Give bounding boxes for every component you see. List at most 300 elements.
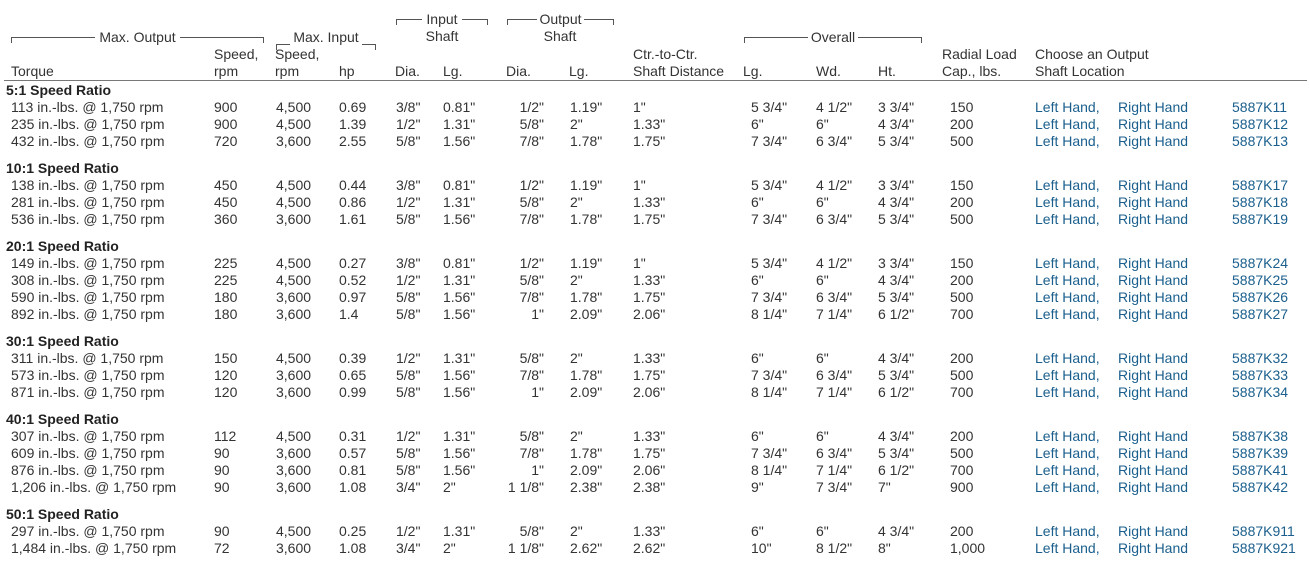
left-hand-link[interactable]: Left Hand,	[1035, 289, 1100, 305]
cell-ctr: 1.33"	[633, 272, 666, 288]
cell-ctr: 1"	[633, 99, 646, 115]
col-header-input-lg: Lg.	[443, 63, 463, 79]
right-hand-link[interactable]: Right Hand	[1118, 306, 1189, 322]
cell-speed-in: 3,600	[276, 462, 312, 478]
cell-out-dia: 1"	[531, 462, 544, 478]
right-hand-link[interactable]: Right Hand	[1118, 177, 1189, 193]
part-number-link[interactable]: 5887K27	[1232, 306, 1289, 322]
cell-ov-lg: 6"	[751, 428, 764, 444]
cell-ov-ht: 4 3/4"	[878, 272, 915, 288]
cell-speed-in: 4,500	[276, 272, 312, 288]
cell-ctr: 1.33"	[633, 428, 666, 444]
cell-speed-out: 72	[214, 540, 230, 556]
table-row	[0, 462, 1309, 479]
cell-radial: 150	[950, 177, 974, 193]
cell-in-lg: 1.56"	[443, 306, 476, 322]
cell-hp: 0.86	[339, 194, 367, 210]
table-row	[0, 384, 1309, 401]
group-header-input-shaft-2: Shaft	[425, 28, 459, 44]
cell-ov-lg: 6"	[751, 194, 764, 210]
part-number-link[interactable]: 5887K39	[1232, 445, 1289, 461]
cell-ov-wd: 6"	[816, 194, 829, 210]
group-title: 20:1 Speed Ratio	[6, 238, 119, 254]
cell-in-dia: 5/8"	[396, 384, 421, 400]
cell-out-lg: 1.78"	[570, 445, 603, 461]
right-hand-link[interactable]: Right Hand	[1118, 540, 1189, 556]
cell-speed-in: 3,600	[276, 289, 312, 305]
cell-ov-lg: 5 3/4"	[751, 99, 788, 115]
cell-speed-in: 3,600	[276, 133, 312, 149]
cell-in-dia: 5/8"	[396, 462, 421, 478]
left-hand-link[interactable]: Left Hand,	[1035, 462, 1100, 478]
cell-speed-out: 720	[214, 133, 238, 149]
cell-in-lg: 2"	[443, 540, 456, 556]
cell-ov-lg: 6"	[751, 116, 764, 132]
cell-out-dia: 1 1/8"	[507, 540, 544, 556]
table-row	[0, 540, 1309, 557]
cell-out-lg: 1.78"	[570, 367, 603, 383]
col-header-speed-out-unit: rpm	[214, 63, 239, 79]
col-header-output-dia: Dia.	[506, 63, 531, 79]
right-hand-link[interactable]: Right Hand	[1118, 289, 1189, 305]
cell-speed-out: 900	[214, 116, 238, 132]
table-row	[0, 133, 1309, 150]
cell-speed-in: 3,600	[276, 540, 312, 556]
part-number-link[interactable]: 5887K33	[1232, 367, 1289, 383]
cell-in-lg: 1.56"	[443, 445, 476, 461]
group-header-output-shaft: Output	[539, 11, 582, 27]
col-header-radial: Radial Load	[942, 46, 1017, 62]
cell-in-lg: 0.81"	[443, 177, 476, 193]
right-hand-link[interactable]: Right Hand	[1118, 99, 1189, 115]
cell-ov-ht: 5 3/4"	[878, 133, 915, 149]
cell-out-dia: 7/8"	[519, 367, 544, 383]
cell-speed-out: 450	[214, 177, 238, 193]
left-hand-link[interactable]: Left Hand,	[1035, 445, 1100, 461]
cell-hp: 0.97	[339, 289, 367, 305]
col-header-overall-lg: Lg.	[743, 63, 763, 79]
cell-speed-out: 150	[214, 350, 238, 366]
right-hand-link[interactable]: Right Hand	[1118, 384, 1189, 400]
cell-hp: 0.39	[339, 350, 367, 366]
left-hand-link[interactable]: Left Hand,	[1035, 133, 1100, 149]
cell-torque: 311 in.-lbs. @ 1,750 rpm	[11, 350, 164, 366]
cell-ov-ht: 3 3/4"	[878, 255, 915, 271]
col-header-speed-out: Speed,	[214, 46, 259, 62]
group-line	[584, 19, 614, 20]
cell-torque: 307 in.-lbs. @ 1,750 rpm	[11, 428, 165, 444]
group-header-input-shaft: Input	[426, 11, 458, 27]
cell-radial: 150	[950, 99, 974, 115]
cell-ov-lg: 6"	[751, 350, 764, 366]
right-hand-link[interactable]: Right Hand	[1118, 133, 1189, 149]
cell-speed-out: 450	[214, 194, 238, 210]
cell-torque: 536 in.-lbs. @ 1,750 rpm	[11, 211, 165, 227]
table-row	[0, 272, 1309, 289]
left-hand-link[interactable]: Left Hand,	[1035, 211, 1100, 227]
part-number-link[interactable]: 5887K17	[1232, 177, 1289, 193]
cell-radial: 700	[950, 462, 974, 478]
group-title: 50:1 Speed Ratio	[6, 506, 119, 522]
cell-in-lg: 1.31"	[443, 428, 476, 444]
part-number-link[interactable]: 5887K24	[1232, 255, 1289, 271]
cell-out-lg: 1.19"	[570, 177, 603, 193]
cell-ov-wd: 6 3/4"	[816, 133, 853, 149]
right-hand-link[interactable]: Right Hand	[1118, 272, 1189, 288]
cell-speed-out: 900	[214, 99, 238, 115]
group-tick	[744, 37, 745, 43]
cell-out-lg: 1.19"	[570, 99, 603, 115]
cell-out-dia: 1/2"	[519, 255, 544, 271]
cell-ov-wd: 6"	[816, 350, 829, 366]
cell-ov-ht: 5 3/4"	[878, 289, 915, 305]
cell-ov-lg: 8 1/4"	[751, 384, 788, 400]
part-number-link[interactable]: 5887K921	[1232, 540, 1296, 556]
cell-ov-ht: 7"	[878, 479, 891, 495]
left-hand-link[interactable]: Left Hand,	[1035, 194, 1100, 210]
cell-ov-ht: 3 3/4"	[878, 99, 915, 115]
left-hand-link[interactable]: Left Hand,	[1035, 428, 1100, 444]
right-hand-link[interactable]: Right Hand	[1118, 255, 1189, 271]
left-hand-link[interactable]: Left Hand,	[1035, 367, 1100, 383]
cell-speed-in: 4,500	[276, 255, 312, 271]
group-tick	[375, 44, 376, 50]
cell-in-dia: 3/8"	[396, 255, 421, 271]
cell-in-dia: 3/4"	[396, 540, 421, 556]
cell-ov-wd: 7 3/4"	[816, 479, 853, 495]
part-number-link[interactable]: 5887K42	[1232, 479, 1289, 495]
cell-ov-lg: 7 3/4"	[751, 133, 788, 149]
cell-radial: 500	[950, 211, 974, 227]
right-hand-link[interactable]: Right Hand	[1118, 445, 1189, 461]
cell-ov-ht: 6 1/2"	[878, 462, 915, 478]
cell-ov-lg: 7 3/4"	[751, 211, 788, 227]
part-number-link[interactable]: 5887K32	[1232, 350, 1289, 366]
cell-ctr: 1.75"	[633, 133, 666, 149]
cell-in-lg: 1.31"	[443, 272, 476, 288]
cell-torque: 297 in.-lbs. @ 1,750 rpm	[11, 523, 165, 539]
cell-ov-wd: 4 1/2"	[816, 177, 853, 193]
table-row	[0, 99, 1309, 116]
cell-ctr: 2.06"	[633, 306, 666, 322]
cell-hp: 0.31	[339, 428, 367, 444]
left-hand-link[interactable]: Left Hand,	[1035, 116, 1100, 132]
right-hand-link[interactable]: Right Hand	[1118, 350, 1189, 366]
cell-torque: 138 in.-lbs. @ 1,750 rpm	[11, 177, 165, 193]
cell-speed-in: 4,500	[276, 350, 312, 366]
left-hand-link[interactable]: Left Hand,	[1035, 540, 1100, 556]
cell-ov-wd: 6"	[816, 428, 829, 444]
cell-out-dia: 1"	[531, 306, 544, 322]
cell-in-dia: 5/8"	[396, 289, 421, 305]
cell-speed-out: 90	[214, 479, 230, 495]
cell-ctr: 1"	[633, 255, 646, 271]
group-title: 5:1 Speed Ratio	[6, 82, 112, 98]
cell-ov-wd: 7 1/4"	[816, 462, 853, 478]
cell-in-dia: 3/8"	[396, 177, 421, 193]
cell-out-lg: 2"	[570, 272, 583, 288]
cell-ov-wd: 6 3/4"	[816, 367, 853, 383]
cell-hp: 0.57	[339, 445, 367, 461]
cell-speed-in: 4,500	[276, 523, 312, 539]
cell-ov-lg: 6"	[751, 523, 764, 539]
cell-in-dia: 5/8"	[396, 133, 421, 149]
group-line	[180, 37, 264, 38]
cell-ov-lg: 10"	[751, 540, 772, 556]
cell-hp: 0.69	[339, 99, 367, 115]
cell-radial: 200	[950, 272, 974, 288]
cell-torque: 609 in.-lbs. @ 1,750 rpm	[11, 445, 165, 461]
col-header-torque: Torque	[11, 63, 54, 79]
cell-out-lg: 1.78"	[570, 289, 603, 305]
cell-hp: 1.61	[339, 211, 367, 227]
col-header-input-dia: Dia.	[395, 63, 420, 79]
part-number-link[interactable]: 5887K25	[1232, 272, 1289, 288]
part-number-link[interactable]: 5887K13	[1232, 133, 1289, 149]
cell-in-dia: 1/2"	[396, 350, 421, 366]
cell-ov-ht: 5 3/4"	[878, 211, 915, 227]
left-hand-link[interactable]: Left Hand,	[1035, 350, 1100, 366]
cell-ctr: 1.33"	[633, 194, 666, 210]
part-number-link[interactable]: 5887K18	[1232, 194, 1289, 210]
cell-ov-wd: 7 1/4"	[816, 384, 853, 400]
cell-speed-out: 360	[214, 211, 238, 227]
cell-out-dia: 7/8"	[519, 445, 544, 461]
cell-in-dia: 5/8"	[396, 367, 421, 383]
cell-torque: 113 in.-lbs. @ 1,750 rpm	[11, 99, 164, 115]
table-row	[0, 177, 1309, 194]
cell-hp: 0.81	[339, 462, 367, 478]
table-row	[0, 479, 1309, 496]
cell-torque: 876 in.-lbs. @ 1,750 rpm	[11, 462, 165, 478]
cell-hp: 0.27	[339, 255, 367, 271]
cell-out-lg: 2"	[570, 116, 583, 132]
cell-ctr: 2.62"	[633, 540, 666, 556]
cell-hp: 1.4	[339, 306, 359, 322]
cell-radial: 200	[950, 428, 974, 444]
right-hand-link[interactable]: Right Hand	[1118, 428, 1189, 444]
cell-torque: 1,206 in.-lbs. @ 1,750 rpm	[11, 479, 177, 495]
cell-radial: 700	[950, 306, 974, 322]
col-header-ctr: Ctr.-to-Ctr.	[633, 46, 698, 62]
right-hand-link[interactable]: Right Hand	[1118, 211, 1189, 227]
cell-ov-lg: 8 1/4"	[751, 306, 788, 322]
cell-torque: 1,484 in.-lbs. @ 1,750 rpm	[11, 540, 177, 556]
table-row	[0, 211, 1309, 228]
cell-radial: 500	[950, 445, 974, 461]
cell-hp: 2.55	[339, 133, 367, 149]
cell-ov-ht: 4 3/4"	[878, 523, 915, 539]
cell-speed-in: 4,500	[276, 428, 312, 444]
cell-ctr: 2.06"	[633, 384, 666, 400]
cell-ov-ht: 3 3/4"	[878, 177, 915, 193]
cell-hp: 1.08	[339, 479, 367, 495]
group-tick	[11, 37, 12, 43]
cell-speed-out: 180	[214, 289, 238, 305]
group-line	[362, 44, 376, 45]
cell-ov-wd: 4 1/2"	[816, 255, 853, 271]
part-number-link[interactable]: 5887K911	[1232, 523, 1295, 539]
cell-torque: 871 in.-lbs. @ 1,750 rpm	[11, 384, 165, 400]
table-row	[0, 367, 1309, 384]
col-header-overall-ht: Ht.	[878, 63, 896, 79]
cell-out-lg: 1.78"	[570, 133, 603, 149]
cell-out-dia: 1/2"	[519, 177, 544, 193]
cell-hp: 0.44	[339, 177, 367, 193]
cell-ov-lg: 6"	[751, 272, 764, 288]
header-divider	[4, 80, 1307, 81]
right-hand-link[interactable]: Right Hand	[1118, 462, 1189, 478]
cell-out-lg: 2"	[570, 350, 583, 366]
cell-out-dia: 7/8"	[519, 211, 544, 227]
cell-in-dia: 3/8"	[396, 99, 421, 115]
left-hand-link[interactable]: Left Hand,	[1035, 272, 1100, 288]
cell-speed-out: 225	[214, 272, 238, 288]
cell-in-dia: 1/2"	[396, 272, 421, 288]
cell-radial: 500	[950, 289, 974, 305]
cell-out-lg: 2"	[570, 428, 583, 444]
right-hand-link[interactable]: Right Hand	[1118, 116, 1189, 132]
cell-ov-lg: 7 3/4"	[751, 289, 788, 305]
cell-ov-wd: 6 3/4"	[816, 289, 853, 305]
cell-radial: 200	[950, 523, 974, 539]
part-number-link[interactable]: 5887K12	[1232, 116, 1289, 132]
cell-speed-in: 4,500	[276, 177, 312, 193]
cell-in-lg: 1.56"	[443, 289, 476, 305]
cell-in-dia: 5/8"	[396, 306, 421, 322]
cell-speed-in: 3,600	[276, 479, 312, 495]
cell-ov-lg: 7 3/4"	[751, 367, 788, 383]
cell-out-lg: 1.19"	[570, 255, 603, 271]
cell-ctr: 1.33"	[633, 350, 666, 366]
cell-out-dia: 5/8"	[519, 116, 544, 132]
right-hand-link[interactable]: Right Hand	[1118, 523, 1189, 539]
col-header-radial-2: Cap., lbs.	[942, 63, 1002, 79]
col-header-ctr-2: Shaft Distance	[633, 63, 725, 79]
cell-ctr: 1.75"	[633, 445, 666, 461]
cell-speed-out: 90	[214, 462, 230, 478]
table-row	[0, 306, 1309, 323]
cell-ov-ht: 4 3/4"	[878, 350, 915, 366]
cell-in-lg: 2"	[443, 479, 456, 495]
cell-in-lg: 0.81"	[443, 255, 476, 271]
cell-ov-wd: 6 3/4"	[816, 211, 853, 227]
cell-speed-in: 4,500	[276, 194, 312, 210]
left-hand-link[interactable]: Left Hand,	[1035, 255, 1100, 271]
col-header-overall-wd: Wd.	[816, 63, 841, 79]
cell-ov-ht: 5 3/4"	[878, 445, 915, 461]
right-hand-link[interactable]: Right Hand	[1118, 367, 1189, 383]
cell-radial: 900	[950, 479, 974, 495]
cell-radial: 150	[950, 255, 974, 271]
cell-ctr: 1.33"	[633, 116, 666, 132]
group-header-max-output: Max. Output	[99, 29, 176, 45]
cell-in-lg: 1.31"	[443, 194, 476, 210]
cell-in-dia: 1/2"	[396, 523, 421, 539]
group-tick	[613, 19, 614, 25]
group-line	[858, 37, 922, 38]
cell-torque: 892 in.-lbs. @ 1,750 rpm	[11, 306, 165, 322]
part-number-link[interactable]: 5887K26	[1232, 289, 1289, 305]
left-hand-link[interactable]: Left Hand,	[1035, 99, 1100, 115]
part-number-link[interactable]: 5887K34	[1232, 384, 1289, 400]
left-hand-link[interactable]: Left Hand,	[1035, 177, 1100, 193]
group-line	[11, 37, 95, 38]
cell-in-lg: 1.31"	[443, 523, 476, 539]
group-title: 40:1 Speed Ratio	[6, 411, 119, 427]
cell-ctr: 1"	[633, 177, 646, 193]
cell-out-dia: 5/8"	[519, 428, 544, 444]
cell-ov-wd: 4 1/2"	[816, 99, 853, 115]
cell-radial: 1,000	[950, 540, 986, 556]
left-hand-link[interactable]: Left Hand,	[1035, 384, 1100, 400]
group-line	[396, 19, 422, 20]
cell-in-dia: 1/2"	[396, 116, 421, 132]
cell-in-lg: 0.81"	[443, 99, 476, 115]
col-header-output-lg: Lg.	[569, 63, 589, 79]
left-hand-link[interactable]: Left Hand,	[1035, 306, 1100, 322]
cell-speed-out: 90	[214, 445, 230, 461]
cell-in-lg: 1.31"	[443, 350, 476, 366]
part-number-link[interactable]: 5887K38	[1232, 428, 1289, 444]
group-header-max-input: Max. Input	[293, 29, 359, 45]
cell-speed-in: 4,500	[276, 99, 312, 115]
right-hand-link[interactable]: Right Hand	[1118, 194, 1189, 210]
cell-hp: 1.08	[339, 540, 367, 556]
group-line	[744, 37, 808, 38]
table-row	[0, 289, 1309, 306]
cell-torque: 308 in.-lbs. @ 1,750 rpm	[11, 272, 165, 288]
right-hand-link[interactable]: Right Hand	[1118, 479, 1189, 495]
cell-ctr: 2.06"	[633, 462, 666, 478]
part-number-link[interactable]: 5887K19	[1232, 211, 1289, 227]
left-hand-link[interactable]: Left Hand,	[1035, 479, 1100, 495]
cell-out-lg: 2"	[570, 523, 583, 539]
part-number-link[interactable]: 5887K11	[1232, 99, 1288, 115]
cell-ov-wd: 6 3/4"	[816, 445, 853, 461]
cell-hp: 0.99	[339, 384, 367, 400]
table-row	[0, 255, 1309, 272]
cell-ov-ht: 4 3/4"	[878, 194, 915, 210]
cell-out-dia: 7/8"	[519, 133, 544, 149]
table-row	[0, 350, 1309, 367]
cell-radial: 700	[950, 384, 974, 400]
group-tick	[263, 37, 264, 43]
cell-ctr: 1.75"	[633, 211, 666, 227]
group-line	[276, 44, 290, 45]
cell-in-lg: 1.56"	[443, 462, 476, 478]
cell-torque: 281 in.-lbs. @ 1,750 rpm	[11, 194, 165, 210]
cell-hp: 0.25	[339, 523, 367, 539]
col-header-hp: hp	[339, 63, 355, 79]
cell-torque: 590 in.-lbs. @ 1,750 rpm	[11, 289, 165, 305]
col-header-choose-2: Shaft Location	[1035, 63, 1125, 79]
cell-speed-in: 4,500	[276, 116, 312, 132]
cell-torque: 432 in.-lbs. @ 1,750 rpm	[11, 133, 165, 149]
col-header-speed-in: Speed,	[275, 46, 320, 62]
cell-in-lg: 1.31"	[443, 116, 476, 132]
part-number-link[interactable]: 5887K41	[1232, 462, 1289, 478]
cell-speed-in: 3,600	[276, 445, 312, 461]
cell-speed-in: 3,600	[276, 367, 312, 383]
cell-torque: 149 in.-lbs. @ 1,750 rpm	[11, 255, 165, 271]
group-header-output-shaft-2: Shaft	[543, 28, 577, 44]
cell-out-lg: 2.09"	[570, 306, 603, 322]
group-title: 10:1 Speed Ratio	[6, 160, 119, 176]
cell-in-lg: 1.56"	[443, 384, 476, 400]
left-hand-link[interactable]: Left Hand,	[1035, 523, 1100, 539]
cell-in-dia: 5/8"	[396, 211, 421, 227]
